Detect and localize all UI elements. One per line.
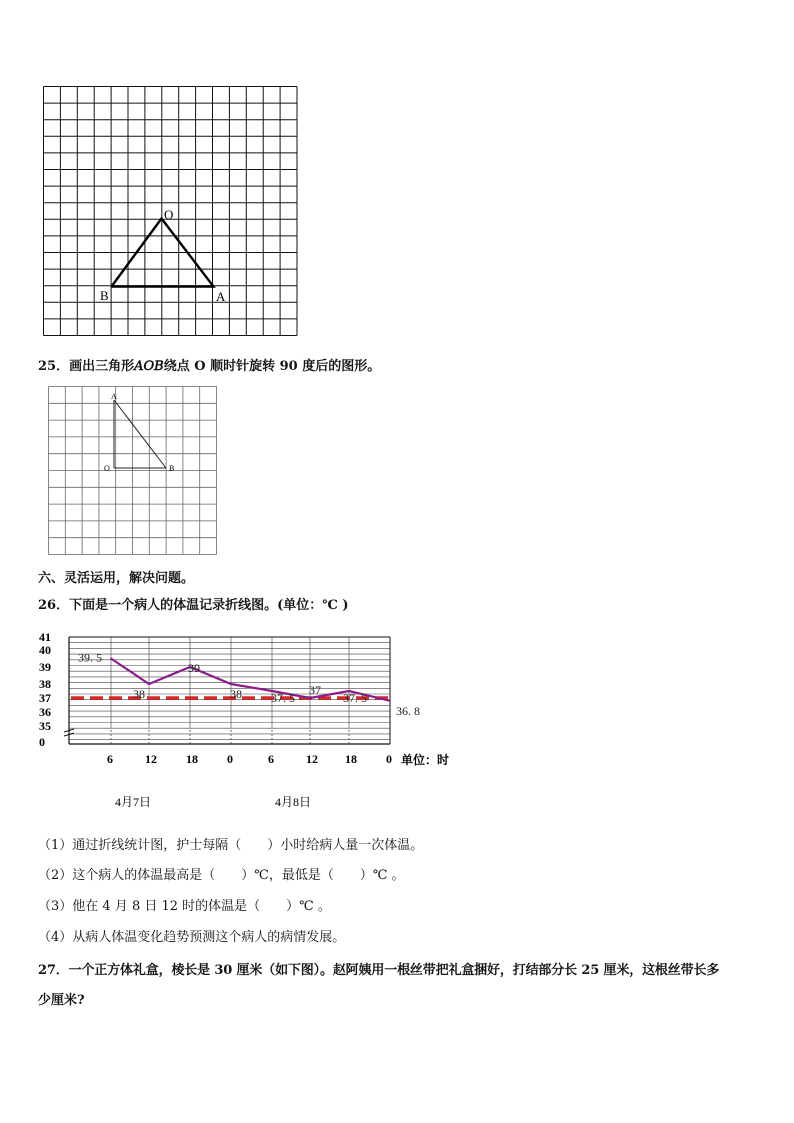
point-label-o-small: O [104,464,110,473]
data-labels [78,651,420,718]
question-26-text: 26．下面是一个病人的体温记录折线图。(单位：℃ ) [38,598,349,613]
point-label-a-small: A [111,392,117,401]
x-tick-label: 18 [345,752,357,766]
data-point [110,658,112,660]
point-label-b: B [100,288,109,303]
y-tick-label: 40 [39,643,51,657]
y-tick-label: 38 [39,677,51,691]
section-6-title: 六、灵活运用，解决问题。 [38,571,195,586]
point-label-o: O [164,207,174,222]
y-tick-label: 36 [39,705,51,719]
data-label: 37. 5 [271,691,295,705]
data-label: 39. 5 [78,650,102,665]
x-tick-label: 0 [227,752,233,766]
question-27-line-1: 27．一个正方体礼盒，棱长是 30 厘米（如下图）。赵阿姨用一根丝带把礼盒捆好，打结部分长 25 厘米，这根丝带长多 [38,963,720,978]
x-tick-label: 6 [107,752,113,766]
question-27-line-2: 少厘米? [38,993,85,1008]
y-tick-label: 41 [39,630,51,644]
square-grid-small [49,387,217,555]
data-label: 38 [230,687,242,701]
point-label-a: A [216,289,226,304]
x-axis-unit-label: 单位：时 [401,753,450,767]
data-point [230,683,232,685]
rotation-grid-figure [46,384,218,556]
data-label: 37. 5 [343,691,367,705]
y-tick-label: 35 [39,719,51,733]
data-point [309,697,311,699]
x-tick-label: 12 [306,752,318,766]
date-label-apr7: 4月7日 [115,795,152,809]
segment-ab [114,400,166,468]
chart-grid [64,637,390,744]
data-label: 37 [309,683,321,697]
data-point [148,683,150,685]
q26-sub-4: （4）从病人体温变化趋势预测这个病人的病情发展。 [38,930,346,945]
data-label: 39 [188,661,200,675]
y-axis-ticks [39,630,51,749]
q26-sub-1: （1）通过折线统计图，护士每隔（ ）小时给病人量一次体温。 [38,838,424,853]
x-tick-label: 18 [186,752,198,766]
x-tick-label: 6 [268,752,274,766]
triangle-grid-figure [38,82,303,338]
x-axis-ticks [107,752,392,766]
data-point [389,700,391,702]
y-tick-label: 37 [39,691,51,705]
data-label: 38 [133,687,145,701]
q26-sub-3: （3）他在 4 月 8 日 12 时的体温是（ ）℃ 。 [38,899,331,914]
x-tick-label: 0 [386,752,392,766]
date-label-apr8: 4月8日 [275,795,312,809]
question-25-text: 25．画出三角形𝐴𝑂𝐵绕点 O 顺时针旋转 90 度后的图形。 [38,359,381,374]
temperature-line-chart [38,628,468,813]
x-tick-label: 12 [145,752,157,766]
y-tick-label: 0 [39,735,45,749]
point-label-b-small: B [169,464,175,473]
data-label: 36. 8 [396,703,420,718]
q26-sub-2: （2）这个病人的体温最高是（ ）℃，最低是（ ）℃ 。 [38,868,405,883]
y-tick-label: 39 [39,660,51,674]
